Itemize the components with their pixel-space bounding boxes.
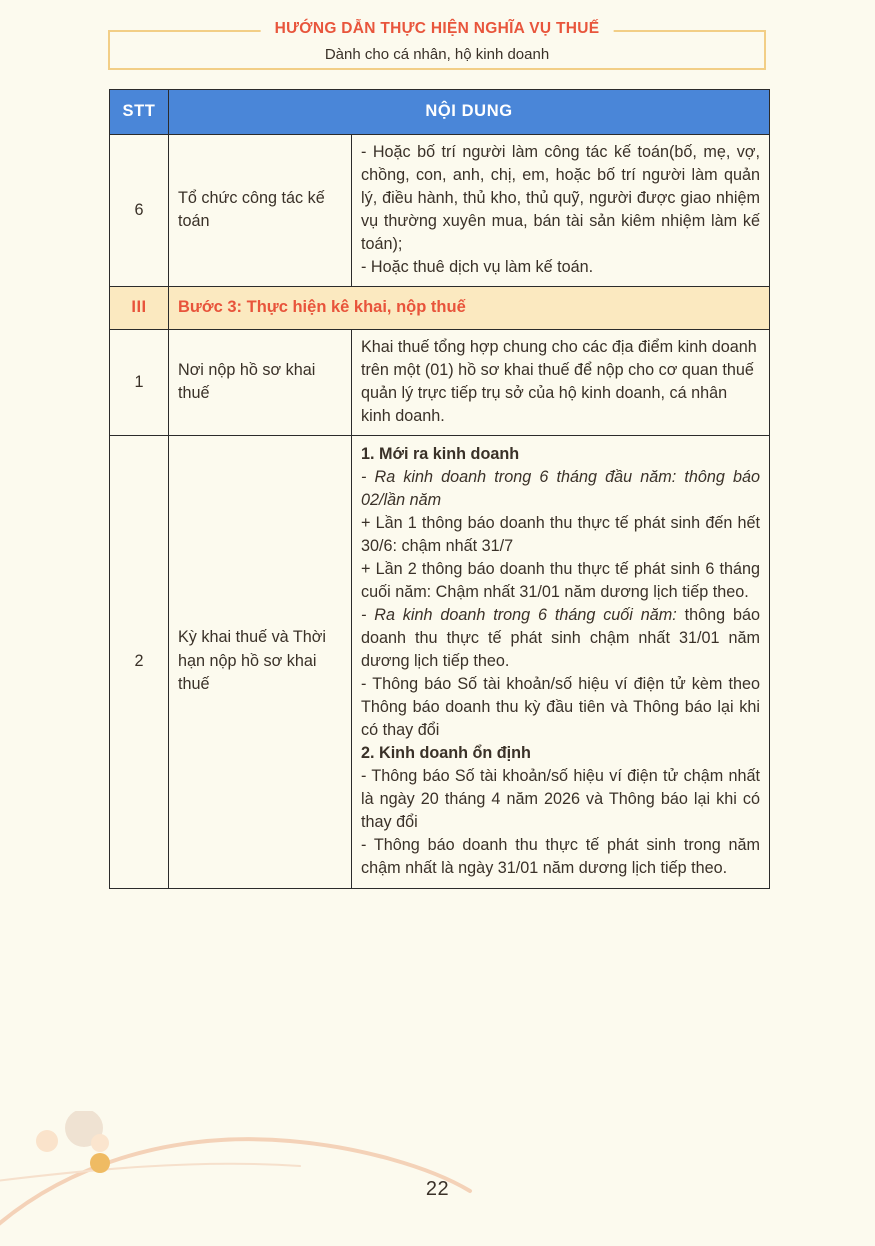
content-paragraph: Khai thuế tổng hợp chung cho các địa điểm kinh doanh trên một (01) hồ sơ khai thuế để nộp cho cơ quan thuế quản lý trực tiếp trụ sở của hộ kinh doanh, cá nhân kinh doanh.	[361, 338, 757, 425]
content-paragraph: - Thông báo doanh thu thực tế phát sinh trong năm chậm nhất là ngày 31/01 năm dương lịch tiếp theo.	[361, 836, 760, 877]
row-content	[352, 436, 770, 889]
curve-large	[0, 1139, 470, 1241]
row-label: Tổ chức công tác kế toán	[169, 135, 352, 287]
dot-large	[65, 1111, 103, 1147]
decorative-swoosh-icon	[0, 1111, 875, 1241]
column-header-stt: STT	[110, 90, 169, 135]
content-paragraph: + Lần 2 thông báo doanh thu thực tế phát sinh 6 tháng cuối năm: Chậm nhất 31/01 năm dương lịch tiếp theo.	[361, 560, 760, 601]
page-title: HƯỚNG DẪN THỰC HIỆN NGHĨA VỤ THUẾ	[261, 19, 614, 39]
table-row	[110, 135, 770, 287]
dot-accent	[90, 1153, 110, 1173]
table-header-row	[110, 90, 770, 135]
content-paragraph: - Ra kinh doanh trong 6 tháng đầu năm: thông báo 02/lần năm	[361, 468, 760, 509]
dot-medium	[36, 1130, 58, 1152]
document-header	[108, 20, 766, 70]
page-subtitle: Dành cho cá nhân, hộ kinh doanh	[324, 46, 550, 63]
row-number: 1	[110, 330, 169, 436]
content-paragraph: + Lần 1 thông báo doanh thu thực tế phát sinh đến hết 30/6: chậm nhất 31/7	[361, 514, 760, 555]
row-number: 2	[110, 436, 169, 889]
content-paragraph: - Hoặc bố trí người làm công tác kế toán(bố, mẹ, vợ, chồng, con, anh, chị, em, hoặc bố trí người làm quản lý, điều hành, thủ kho, thủ quỹ, người được giao nhiệm vụ thường xuyên mua, bán tài sản kiêm nhiệm làm kế toán);	[361, 143, 760, 253]
content-heading: 1. Mới ra kinh doanh	[361, 445, 520, 463]
row-number: 6	[110, 135, 169, 287]
footer-decoration	[0, 1111, 875, 1241]
row-label: Nơi nộp hồ sơ khai thuế	[169, 330, 352, 436]
row-content	[352, 330, 770, 436]
guidance-table	[109, 89, 770, 889]
column-header-noidung: NỘI DUNG	[169, 90, 770, 135]
dot-small	[91, 1134, 109, 1152]
curve-small	[0, 1164, 300, 1183]
content-heading: 2. Kinh doanh ổn định	[361, 744, 531, 762]
row-content	[352, 135, 770, 287]
content-paragraph: - Thông báo Số tài khoản/số hiệu ví điện tử kèm theo Thông báo doanh thu kỳ đầu tiên và Thông báo lại khi có thay đổi	[361, 675, 760, 739]
page-number: 22	[425, 1178, 450, 1200]
content-paragraph: - Thông báo Số tài khoản/số hiệu ví điện tử chậm nhất là ngày 20 tháng 4 năm 2026 và Thông báo lại khi có thay đổi	[361, 767, 760, 831]
content-paragraph-tail: thông báo doanh thu thực tế phát sinh chậm nhất 31/01 năm dương lịch tiếp theo.	[361, 606, 760, 670]
section-row	[110, 287, 770, 330]
section-number: III	[110, 287, 169, 330]
content-paragraph: - Hoặc thuê dịch vụ làm kế toán.	[361, 258, 594, 276]
row-label: Kỳ khai thuế và Thời hạn nộp hồ sơ khai thuế	[169, 436, 352, 889]
content-paragraph	[361, 604, 760, 673]
table-row	[110, 436, 770, 889]
section-title: Bước 3: Thực hiện kê khai, nộp thuế	[169, 287, 770, 330]
content-lead-italic: - Ra kinh doanh trong 6 tháng cuối năm:	[361, 606, 677, 624]
table-row	[110, 330, 770, 436]
